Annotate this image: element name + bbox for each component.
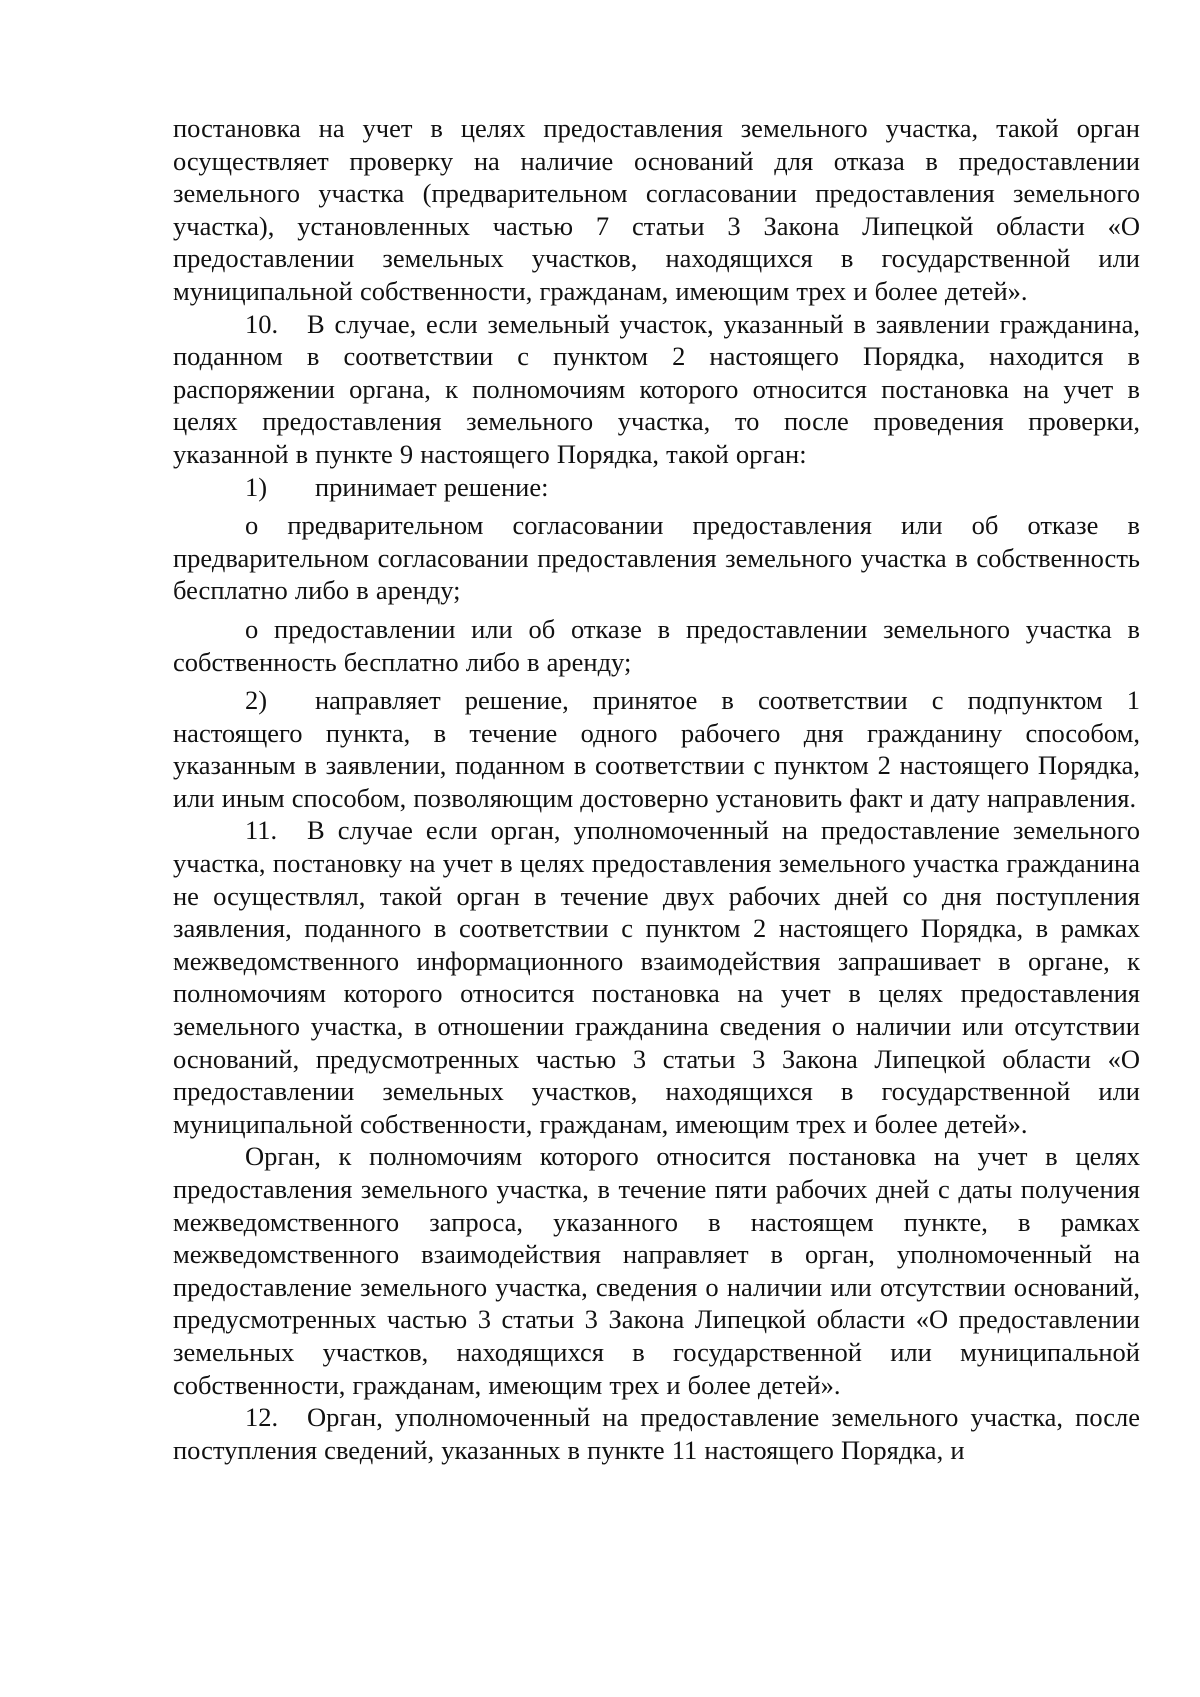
paragraph-10-number: 10. <box>245 308 279 339</box>
paragraph-11-b: Орган, к полномочиям которого относится постановка на учет в целях предоставления земельного участка, в течение пяти рабочих дней с даты получения межведомственного запроса, указанного в настоящем пункте, в рамках межведомственного взаимодействия направляет в орган, уполномоченный на предоставление земельного участка, сведения о наличии или отсутствии оснований, предусмотренных частью 3 статьи 3 Закона Липецкой области «О предоставлении земельных участков, находящихся в государственной или муниципальной собственности, гражданам, имеющим трех и более детей». <box>173 1141 1140 1400</box>
item-1 <box>173 471 1140 504</box>
paragraph-11 <box>173 814 1140 1140</box>
paragraph-12-number: 12. <box>245 1402 279 1433</box>
paragraph-12 <box>173 1401 1140 1466</box>
paragraph-10 <box>173 308 1140 471</box>
paragraph-11-number: 11. <box>245 815 278 846</box>
paragraph-12-text: Орган, уполномоченный на предоставление земельного участка, после поступления сведений, указанных в пункте 11 настоящего Порядка, и <box>173 1402 1140 1465</box>
item-2-text: направляет решение, принятое в соответствии с подпунктом 1 настоящего пункта, в течение одного рабочего дня гражданину способом, указанным в заявлении, поданном в соответствии с пунктом 2 настоящего Порядка, или иным способом, позволяющим достоверно установить факт и дату направления. <box>173 685 1140 813</box>
item-1-b: о предоставлении или об отказе в предоставлении земельного участка в собственность бесплатно либо в аренду; <box>173 613 1140 677</box>
paragraph-10-text: В случае, если земельный участок, указанный в заявлении гражданина, поданном в соответствии с пунктом 2 настоящего Порядка, находится в распоряжении органа, к полномочиям которого относится постановка на учет в целях предоставления земельного участка, то после проведения проверки, указанной в пункте 9 настоящего Порядка, такой орган: <box>173 308 1140 469</box>
item-1-a: о предварительном согласовании предоставления или об отказе в предварительном согласовании предоставления земельного участка в собственность бесплатно либо в аренду; <box>173 510 1140 606</box>
item-1-number: 1) <box>245 471 268 502</box>
item-1-text: принимает решение: <box>315 471 549 502</box>
document-page <box>173 112 1140 1466</box>
paragraph-11-text: В случае если орган, уполномоченный на предоставление земельного участка, постановку на учет в целях предоставления земельного участка гражданина не осуществлял, такой орган в течение двух рабочих дней со дня поступления заявления, поданного в соответствии с пунктом 2 настоящего Порядка, в рамках межведомственного информационного взаимодействия запрашивает в органе, к полномочиям которого относится постановка на учет в целях предоставления земельного участка, в отношении гражданина сведения о наличии или отсутствии оснований, предусмотренных частью 3 статьи 3 Закона Липецкой области «О предоставлении земельных участков, находящихся в государственной или муниципальной собственности, гражданам, имеющим трех и более детей». <box>173 815 1140 1139</box>
paragraph-intro: постановка на учет в целях предоставления земельного участка, такой орган осуществляет проверку на наличие оснований для отказа в предоставлении земельного участка (предварительном согласовании предоставления земельного участка), установленных частью 7 статьи 3 Закона Липецкой области «О предоставлении земельных участков, находящихся в государственной или муниципальной собственности, гражданам, имеющим трех и более детей». <box>173 113 1140 306</box>
item-2-number: 2) <box>245 685 268 716</box>
item-2 <box>173 684 1140 814</box>
